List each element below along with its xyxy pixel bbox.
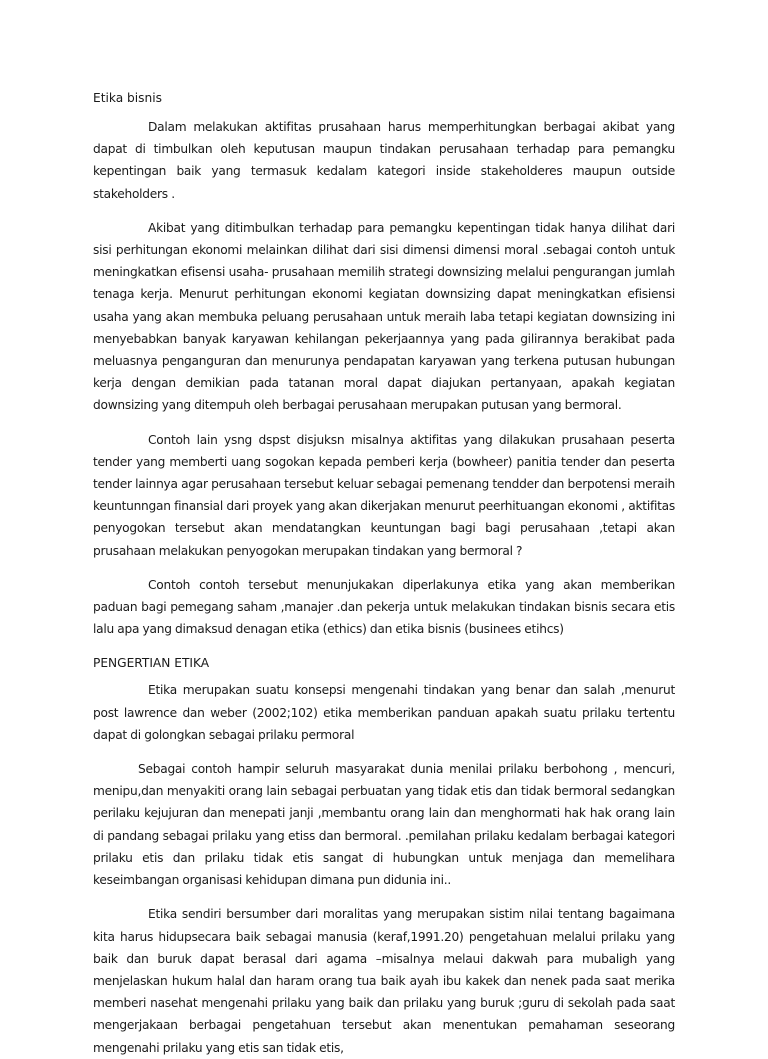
document-title: Etika bisnis bbox=[93, 91, 162, 105]
paragraph-section-1: Etika merupakan suatu konsepsi mengenahi tindakan yang benar dan salah ,menurut post lawrence dan weber (2002;102) etika memberikan panduan apakah suatu prilaku tertentu dapat di golongkan sebagai prilaku permoral bbox=[93, 683, 675, 742]
paragraph-intro-4: Contoh contoh tersebut menunjukakan diperlakunya etika yang akan memberikan paduan bagi pemegang saham ,manajer .dan pekerja untuk melakukan tindakan bisnis secara etis lalu apa yang dimaksud denagan etika (ethics) dan etika bisnis (businees etihcs) bbox=[93, 577, 675, 637]
document-body bbox=[93, 87, 675, 1059]
paragraph-section-2: Sebagai contoh hampir seluruh masyarakat dunia menilai prilaku berbohong , mencuri, menipu,dan menyakiti orang lain sebagai perbuatan yang tidak etis dan tidak bermoral sedangkan perilaku kejujuran dan menepati janji ,membantu orang lain dan menghormati hak hak orang lain di pandang sebagai prilaku yang etiss dan bermoral. .pemilahan prilaku kedalam berbagai kategori prilaku etis dan prilaku tidak etis sangat di hubungkan untuk menjaga dan memelihara keseimbangan organisasi kehidupan dimana pun didunia ini.. bbox=[93, 762, 675, 888]
paragraph-section-3: Etika sendiri bersumber dari moralitas yang merupakan sistim nilai tentang bagaimana kita harus hidupsecara baik sebagai manusia (keraf,1991.20) pengetahuan melalui prilaku yang baik dan buruk dapat berasal dari agama –misalnya melaui dakwah para mubaligh yang menjelaskan hukum halal dan haram orang tua baik ayah ibu kakek dan nenek pada saat merika memberi nasehat mengenahi prilaku yang baik dan prilaku yang buruk ;guru di sekolah pada saat mengerjakaan berbagai pengetahuan tersebut akan menentukan pemahaman seseorang mengenahi prilaku yang etis san tidak etis, bbox=[93, 907, 675, 1055]
paragraph-intro-1: Dalam melakukan aktifitas prusahaan harus memperhitungkan berbagai akibat yang dapat di timbulkan oleh keputusan maupun tindakan perusahaan terhadap para pemangku kepentingan baik yang termasuk kedalam kategori inside stakeholderes maupun outside stakeholders . bbox=[93, 120, 675, 201]
paragraph-intro-2: Akibat yang ditimbulkan terhadap para pemangku kepentingan tidak hanya dilihat dari sisi perhitungan ekonomi melainkan dilihat dari sisi dimensi dimensi moral .sebagai contoh untuk meningkatkan efisensi usaha- prusahaan memilih strategi downsizing melalui pengurangan jumlah tenaga kerja. Menurut perhitungan ekonomi kegiatan downsizing dapat meningkatkan efisiensi usaha yang akan membuka peluang perusahaan untuk meraih laba tetapi kegiatan downsizing ini menyebabkan banyak karyawan kehilangan pekerjaannya yang pada gilirannya berakibat pada meluasnya penganguran dan menurunya pendapatan karyawan yang terkena putusan hubungan kerja dengan demikian pada tatanan moral dapat diajukan pertanyaan, apakah kegiatan downsizing yang ditempuh oleh berbagai perusahaan merupakan putusan yang bermoral. bbox=[93, 220, 675, 413]
paragraph-intro-3: Contoh lain ysng dspst disjuksn misalnya aktifitas yang dilakukan prusahaan peserta tender yang memberti uang sogokan kepada pemberi kerja (bowheer) panitia tender dan peserta tender lainnya agar perusahaan tersebut keluar sebagai pemenang tendder dan berpotensi meraih keuntunngan finansial dari proyek yang akan dikerjakan menurut peerhituangan ekonomi , aktifitas penyogokan tersebut akan mendatangkan keuntungan bagi bagi perusahaan ,tetapi akan prusahaan melakukan penyogokan merupakan tindakan yang bermoral ? bbox=[93, 432, 675, 558]
section-heading: PENGERTIAN ETIKA bbox=[93, 656, 210, 671]
